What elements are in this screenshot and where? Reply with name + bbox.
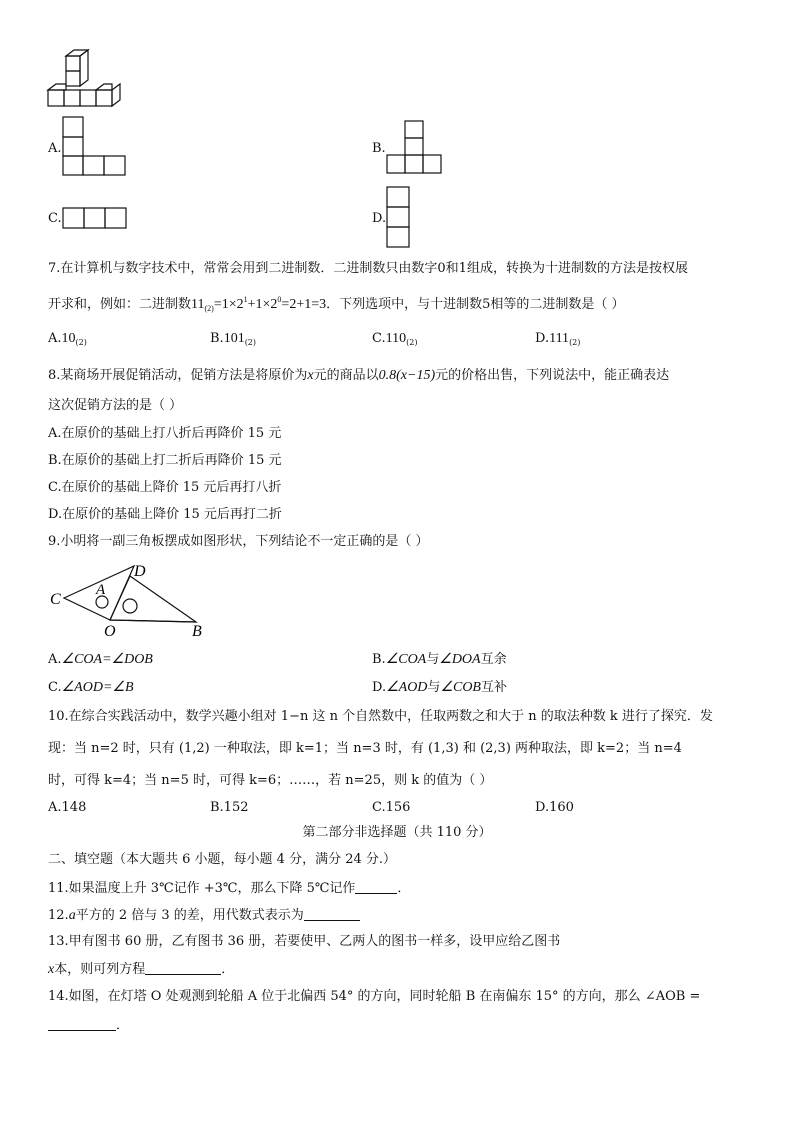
q10-option-b: B.152	[210, 800, 249, 815]
q7-expr-end: =2+1=3	[281, 297, 327, 312]
figure-option-c	[62, 207, 128, 231]
figure-option-b	[386, 120, 444, 176]
q9-label-d: D	[134, 563, 146, 580]
q14-answer-blank[interactable]	[48, 1016, 116, 1031]
q9-label-a: A	[96, 582, 106, 598]
q8-option-b: B.在原价的基础上打二折后再降价 15 元	[48, 453, 282, 468]
q14-line1: 14.如图，在灯塔 O 处观测到轮船 A 位于北偏西 54° 的方向，同时轮船 B 在南偏东 15° 的方向，那么 ∠AOB =	[48, 989, 701, 1004]
q13-answer-blank[interactable]	[145, 960, 221, 975]
q7-line2-prefix: 开求和，例如：二进制数	[48, 297, 192, 312]
q10-line1: 10.在综合实践活动中，数学兴趣小组对 1−n 这 n 个自然数中，任取两数之和大于 n 的取法种数 k 进行了探究．发	[48, 709, 713, 724]
q9-triangle-figure	[46, 560, 216, 640]
q14-line2: ．	[48, 1016, 129, 1035]
q9-option-c: C.∠AOD=∠B	[48, 680, 134, 695]
q12-answer-blank[interactable]	[304, 906, 360, 921]
q10-option-a: A.148	[48, 800, 87, 815]
q10-line2: 现：当 n=2 时，只有 (1,2) 一种取法，即 k=1；当 n=3 时，有 (1,3) 和 (2,3) 两种取法，即 k=2；当 n=4	[48, 741, 682, 756]
q9-label-c: C	[50, 591, 61, 608]
q7-option-b: $B.101_{(2)}$	[210, 331, 257, 347]
section2-title: 二、填空题（本大题共 6 小题，每小题 4 分，满分 24 分.）	[48, 852, 397, 867]
q7-option-d: $D.111_{(2)}$	[535, 331, 581, 347]
q10-option-c: C.156	[372, 800, 411, 815]
q8-line2: 这次促销方法的是（ ）	[48, 398, 183, 413]
q8-option-a: A.在原价的基础上打八折后再降价 15 元	[48, 426, 282, 441]
q7-sup1: 1	[243, 295, 248, 304]
q7-line2-suffix: ．下列选项中，与十进制数5相等的二进制数是（ ）	[326, 297, 625, 312]
q7-example-base: 11	[191, 297, 205, 312]
part2-title: 第二部分非选择题（共 110 分）	[302, 825, 492, 840]
q7-expr-mid: +1×2	[247, 297, 278, 312]
q8-option-d: D.在原价的基础上降价 15 元后再打二折	[48, 507, 282, 522]
q9-text: 9.小明将一副三角板摆成如图形状，下列结论不一定正确的是（ ）	[48, 534, 429, 549]
figure-option-b-label: B.	[372, 141, 386, 156]
q7-line1: 7.在计算机与数字技术中，常常会用到二进制数．二进制数只由数字0和1组成，转换为十进制数的方法是按权展	[48, 261, 688, 276]
q13-line1: 13.甲有图书 60 册，乙有图书 36 册，若要使甲、乙两人的图书一样多，设甲应给乙图书	[48, 934, 561, 949]
q7-sup0: 0	[277, 295, 282, 304]
q13-line2: x本，则可列方程 ．	[48, 962, 235, 977]
q10-option-d: D.160	[535, 800, 574, 815]
figure-option-d-label: D.	[372, 211, 387, 226]
q7-option-a: $A.10_{(2)}$	[48, 331, 87, 347]
q11: 11.如果温度上升 3℃记作 +3℃，那么下降 5℃记作 ．	[48, 881, 411, 896]
q9-label-b: B	[192, 623, 202, 640]
q7-option-c: $C.110_{(2)}$	[372, 331, 418, 347]
q9-option-d: D.∠AOD与∠COB互补	[372, 680, 508, 695]
figure-option-a	[62, 116, 128, 178]
q10-line3: 时，可得 k=4；当 n=5 时，可得 k=6；……，若 n=25，则 k 的值为（ ）	[48, 773, 493, 788]
q12: 12.a平方的 2 倍与 3 的差，用代数式表示为	[48, 906, 360, 925]
q7-line2	[48, 291, 625, 318]
q11-answer-blank[interactable]	[355, 879, 397, 894]
cube-solid-figure	[46, 48, 116, 110]
q9-option-a: A.∠COA=∠DOB	[48, 652, 153, 667]
q9-label-o: O	[104, 623, 116, 640]
figure-option-c-label: C.	[48, 211, 62, 226]
q9-option-b: B.∠COA与∠DOA互余	[372, 652, 507, 667]
figure-option-a-label: A.	[48, 141, 62, 156]
q8-option-c: C.在原价的基础上降价 15 元后再打八折	[48, 480, 282, 495]
q7-example-expr: =1×2	[213, 297, 244, 312]
figure-option-d	[386, 186, 412, 250]
q7-example-sub: (2)	[204, 304, 214, 313]
q8-line1: 8.某商场开展促销活动，促销方法是将原价为x元的商品以0.8(x−15)元的价格出售，下列说法中，能正确表达	[48, 368, 670, 383]
